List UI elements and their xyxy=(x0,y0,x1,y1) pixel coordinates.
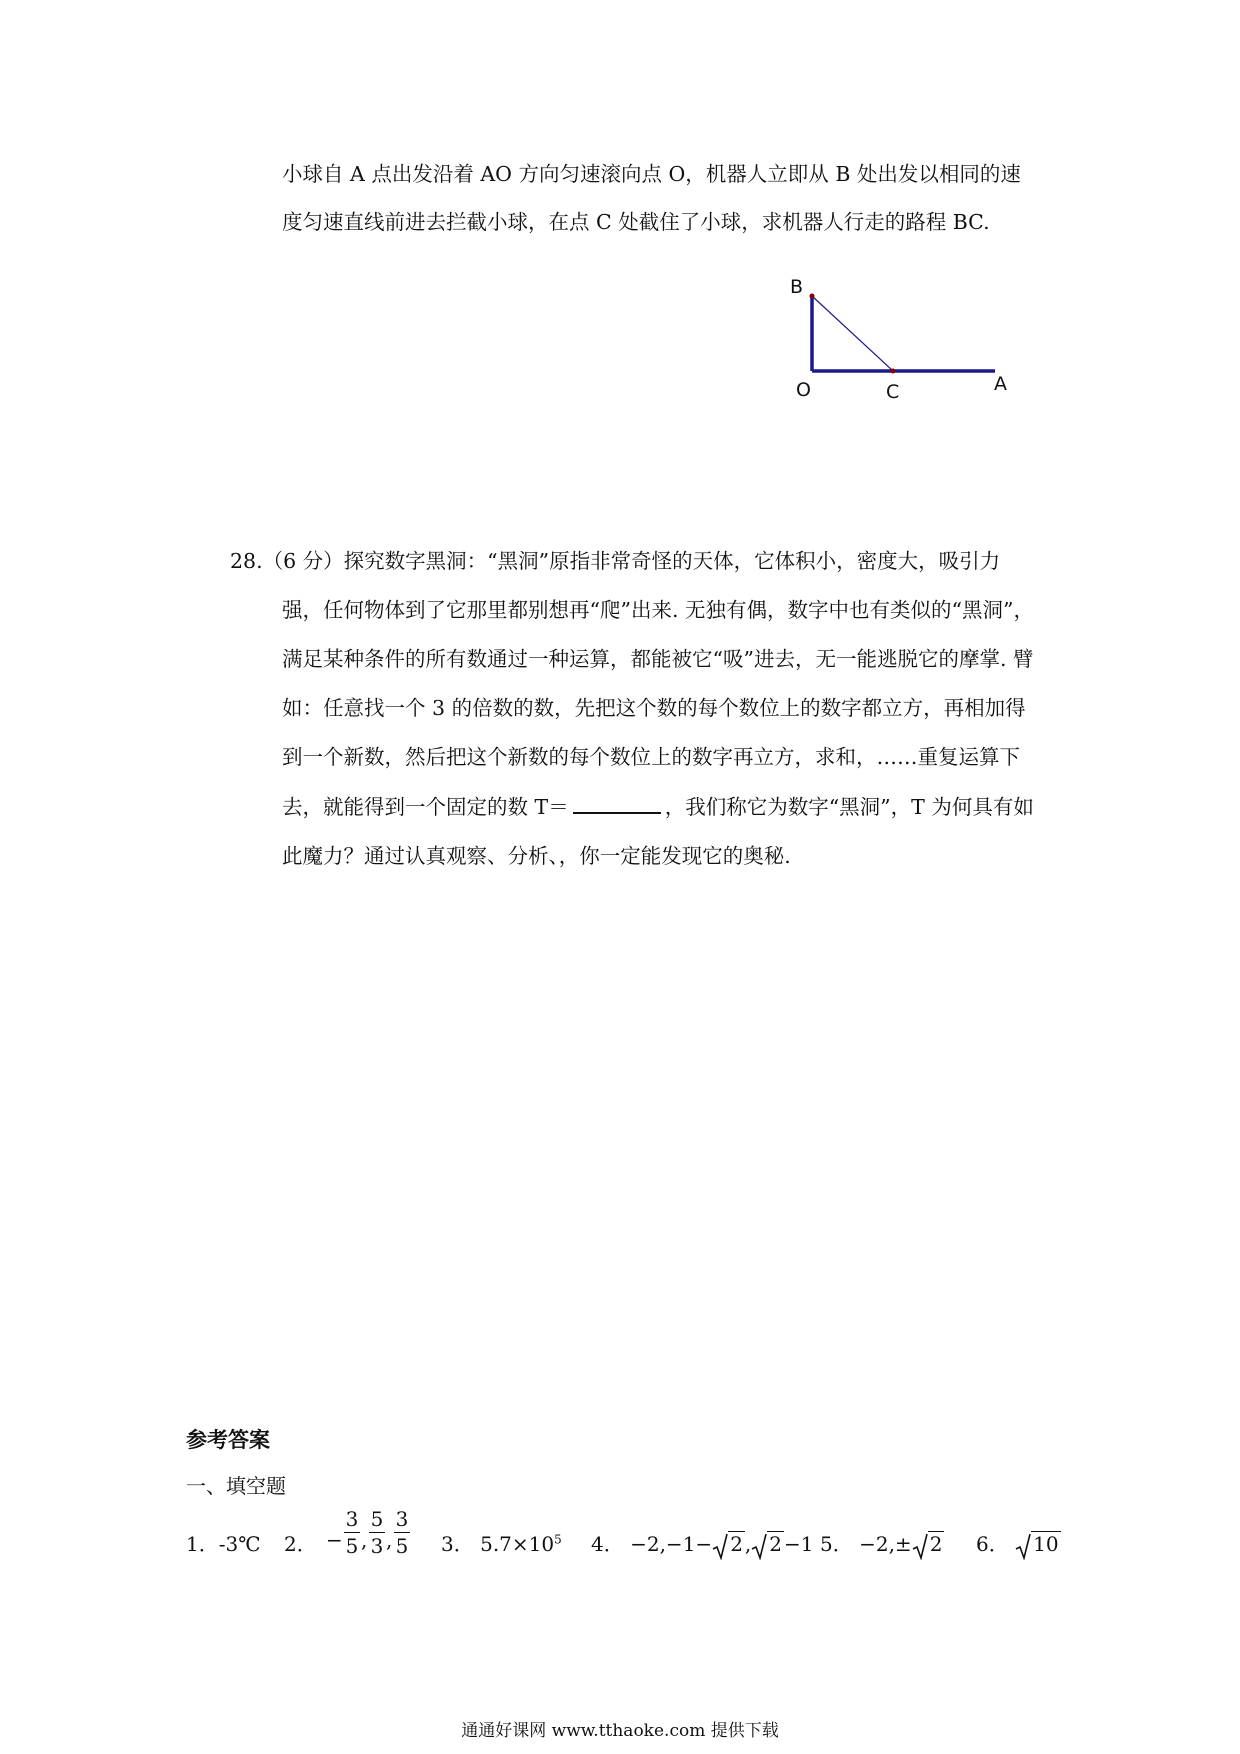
answers-section-title: 一、填空题 xyxy=(186,1474,286,1498)
answer-3-base: 5.7×10 xyxy=(480,1532,555,1556)
point-B xyxy=(810,294,815,299)
answer-1-number: 1． xyxy=(186,1532,219,1556)
answer-6 xyxy=(976,1528,1061,1557)
answers-row xyxy=(186,1500,1066,1570)
fraction-2: 5 3 xyxy=(370,1507,384,1558)
label-A: A xyxy=(994,373,1007,395)
answer-1-value: -3℃ xyxy=(218,1532,261,1556)
answer-2-minus: − xyxy=(326,1528,343,1552)
page-footer: 通通好课网 www.tthaoke.com 提供下载 xyxy=(461,1721,779,1741)
problem-text-line-2: 度匀速直线前进去拦截小球，在点 C 处截住了小球，求机器人行走的路程 BC. xyxy=(282,210,990,234)
point-C xyxy=(891,369,896,374)
q28-line-6 xyxy=(282,792,1034,821)
q28-line-2: 强，任何物体到了它那里都别想再“爬”出来. 无独有偶，数字中也有类似的“黑洞”， xyxy=(282,598,1034,622)
answer-6-number: 6． xyxy=(976,1532,1009,1556)
answer-5: 5． −2,± 2 xyxy=(820,1532,943,1556)
problem-text-line-1: 小球自 A 点出发沿着 AO 方向匀速滚向点 O，机器人立即从 B 处出发以相同的速 xyxy=(282,162,1021,186)
label-C: C xyxy=(886,381,900,402)
q28-line-7: 此魔力？通过认真观察、分析、，你一定能发现它的奥秘. xyxy=(282,844,791,868)
answer-4: 4． −2,−1− 2 , 2 −1 xyxy=(591,1532,814,1556)
q28-line-6-after: ，我们称它为数字“黑洞”，T 为何具有如 xyxy=(664,795,1034,819)
q28-line-4: 如：任意找一个 3 的倍数的数，先把这个数的每个数位上的数字都立方，再相加得 xyxy=(282,696,1026,720)
q28-line-6-before: 去，就能得到一个固定的数 T＝ xyxy=(282,795,569,819)
answer-2-comma-1: , xyxy=(361,1528,368,1552)
fraction-1: 3 5 xyxy=(345,1507,359,1558)
segment-BC xyxy=(812,296,893,371)
answer-blank xyxy=(573,792,661,814)
answer-1 xyxy=(186,1528,261,1557)
q28-line-1: 28.（6 分）探究数字黑洞：“黑洞”原指非常奇怪的天体，它体积小，密度大，吸引力 xyxy=(230,549,1001,573)
sqrt-symbol: 2 xyxy=(712,1532,745,1556)
fraction-3: 3 5 xyxy=(395,1507,409,1558)
geometry-figure xyxy=(780,272,1030,402)
answers-heading: 参考答案 xyxy=(186,1427,270,1452)
answer-3-number: 3． xyxy=(441,1532,474,1556)
answer-4-number: 4． xyxy=(591,1532,624,1556)
label-O: O xyxy=(796,379,811,401)
answer-3-exponent: 5 xyxy=(554,1532,562,1547)
sqrt-symbol: 2 xyxy=(912,1532,945,1556)
answer-3 xyxy=(441,1528,562,1557)
answer-2-number: 2． xyxy=(284,1532,317,1556)
q28-line-3: 满足某种条件的所有数通过一种运算，都能被它“吸”进去，无一能逃脱它的摩掌. 臂 xyxy=(282,647,1034,671)
label-B: B xyxy=(790,276,804,298)
answer-2-comma-2: , xyxy=(386,1528,393,1552)
sqrt-symbol: 10 xyxy=(1015,1532,1060,1556)
sqrt-symbol: 2 xyxy=(751,1532,784,1556)
answer-5-number: 5． xyxy=(820,1532,853,1556)
q28-line-5: 到一个新数，然后把这个新数的每个数位上的数字再立方，求和，……重复运算下 xyxy=(282,745,1020,769)
